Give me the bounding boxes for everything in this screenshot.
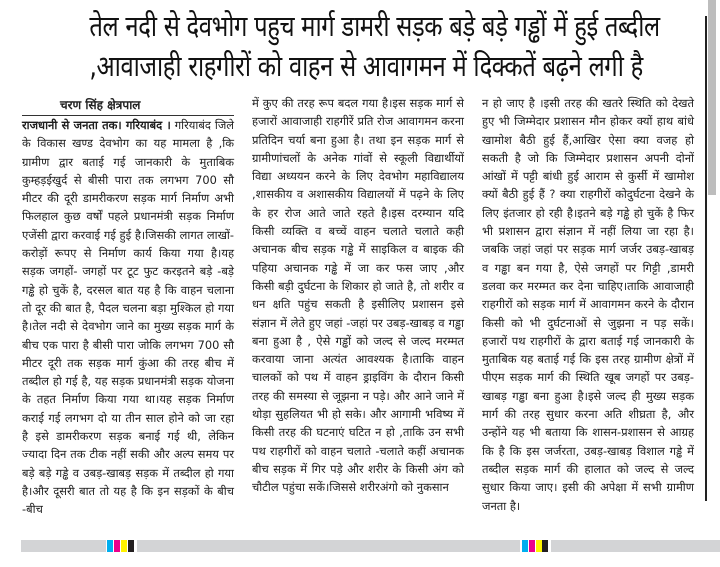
column-3-text: न हो जाए है ।इसी तरह की खतरे स्थिति को देखते हुए भी जिम्मेदार प्रशासन मौन होकर क्यों हाथ बांधे खामोश बैठी हुई हैं,आखिर ऐसा क्या वजह हो सकती है जो कि जिम्मेदार प्रशासन अपनी दोनों आंखों में पट्टी बांधी हुई आराम से कुर्सी में खामोश क्यों बैठी हुई हैं ? क्या राहगीरों कोदुर्घटना देखने के लिए इंतजार हो रही है।इतने बड़े गड्ढे हो चुकें है फिर भी प्रशासन द्वारा संज्ञान में नहीं लिया जा रहा है।जबकि जहां जहां पर सड़क मार्ग जर्जर उबड़-खाबड़ व गड्ढा बन गया है, ऐसे जगहों पर गिट्टी ,डामरी डलवा कर मरम्मत कर देना चाहिए।ताकि आवाजाही राहगीरों को सड़क मार्ग में आवागमन करने के दौरान किसी को भी दुर्घटनाओं से जुझना न पड़ सकें। हजारों पथ राहगीरों के द्वारा बताई गई जानकारी के मुताबिक यह बताई गई कि इस तरह ग्रामीण क्षेत्रों में पीएम सड़क मार्ग की स्थिति खूब जगहों पर उबड़-खाबड़ गड्ढा बना हुआ है।इसे जल्द ही मुख्य सड़क मार्ग की तरह सुधार करना अति शीघ्रता है, और उन्होंने यह भी बताया कि शासन-प्रशासन से आग्रह कि है कि इस जर्जरता, उबड़-खाबड़ विशाल गड्ढे में तब्दील सड़क मार्ग की हालात को जल्द से जल्द सुधार किया जाए। इसी की अपेक्षा में सभी ग्रामीण जनता है।: [482, 96, 694, 513]
registration-magenta: [114, 540, 120, 552]
column-1-text: गरियाबंद जिले के विकास खण्ड देवभोग का यह मामला है ,कि ग्रामीण द्वार बताई गई जानकारी के मुताबिक कुम्हड़ईखुर्द से बीसी पारा तक लगभग 700 सौ मीटर की दूरी डामरीकरण सड़क मार्ग निर्माण अभी फिलहाल कुछ वर्षों पहले प्रधानमंत्री सड़क निर्माण एजेंसी द्वारा करवाई गई हुई है।जिसकी लागत लाखों- करोड़ों रूपए से निर्माण कार्य किया गया है।यह सड़क जगहों- जगहों पर टूट फुट करइतने बड़े -बड़े गड्ढे हो चुकें है, दरसल बात यह है कि वाहन चलाना तो दूर की बात है, पैदल चलना बड़ा मुश्किल हो गया है।तेल नदी से देवभोग जाने का मुख्य सड़क मार्ग के बीच एक पारा है बीसी पारा जोकि लगभग 700 सौ मीटर दूरी तक सड़क मार्ग कुंआ की तरह बीच में तब्दील हो गई है, यह सड़क प्रधानमंत्री सड़क योजना के तहत निर्माण किया गया था।यह सड़क निर्माण कराई गई लगभग दो या तीन साल होने को जा रहा है इसे डामरीकरण सड़क बनाई गई थी, लेकिन ज्यादा दिन तक टीक नहीं सकी और अल्प समय पर बड़े बड़े गड्ढे व उबड़-खाबड़ सड़क में तब्दील हो गया है।और दूसरी बात तो यह है कि इन सड़कों के बीच -बीच: [22, 118, 234, 517]
article-column-2: [252, 94, 464, 497]
print-bar-middle: [137, 540, 520, 552]
registration-black: [128, 540, 134, 552]
adjacent-article-gray-block: [708, 0, 716, 195]
column-divider-rule: [705, 16, 707, 501]
article-column-3: [482, 94, 694, 515]
registration-yellow: [121, 540, 127, 552]
print-bar-right: [551, 540, 720, 552]
registration-black-2: [542, 540, 548, 552]
registration-cyan: [107, 540, 113, 552]
dateline: राजधानी से जनता तक। गरियाबंद ।: [22, 118, 171, 132]
registration-magenta-2: [529, 540, 535, 552]
headline-line-1: तेल नदी से देवभोग पहुच मार्ग डामरी सड़क बड़े बड़े गड्ढों में हुई तब्दील: [89, 9, 660, 43]
registration-cyan-2: [522, 540, 528, 552]
column-2-text: में कुए की तरह रूप बदल गया है।इस सड़क मार्ग से हजारों आवाजाही राहगीरें प्रति रोज आवागमन करना प्रतिदिन चर्या बना हुआ है। तथा इन सड़क मार्ग से ग्रामीणांचलों के अनेक गांवों से स्कूली विद्यार्थीयों विद्या अध्ययन करने के लिए देवभोग महाविद्यालय ,शासकीय व अशासकीय विद्यालयों में पढ़ने के लिए के हर रोज आते जाते रहते है।इस दरम्यान यदि किसी व्यक्ति व बच्चें वाहन चलाते चलाते कही अचानक बीच सड़क गड्ढे में साइकिल व बाइक की पहिया अचानक गड्ढे में जा कर फस जाए ,और किसी बड़ी दुर्घटना के शिकार हो जाते है, तो शरीर व धन क्षति पहुंच सकती है इसीलिए प्रशासन इसे संज्ञान में लेते हुए जहां -जहां पर उबड़-खाबड़ व गड्ढा बना हुआ है , ऐसे गड्ढों को जल्द से जल्द मरम्मत करवाया जाना अत्यंत आवश्यक है।ताकि वाहन चालकों को पथ में वाहन ड्राइविंग के दौरान किसी तरह की समस्या से जूझना न पड़े। और आने जाने में थोड़ा सुहलियत भी हो सके। और आगामी भविष्य में किसी तरह की घटनाएं घटित न हो ,ताकि उन सभी पथ राहगीरों को वाहन चलाते -चलाते कहीं अचानक बीच सड़क में गिर पड़े और शरीर के किसी अंग को चौटील पहुंचा सकें।जिससे शरीरअंगो को नुकसान: [252, 96, 464, 495]
byline: चरण सिंह क्षेत्रपाल: [60, 98, 141, 112]
print-bar-left: [21, 540, 106, 552]
headline-line-2: ,आवाजाही राहगीरों को वाहन से आवागमन में दिक्कतें बढ़ने लगी है: [89, 49, 643, 83]
article-column-1: [22, 116, 234, 519]
